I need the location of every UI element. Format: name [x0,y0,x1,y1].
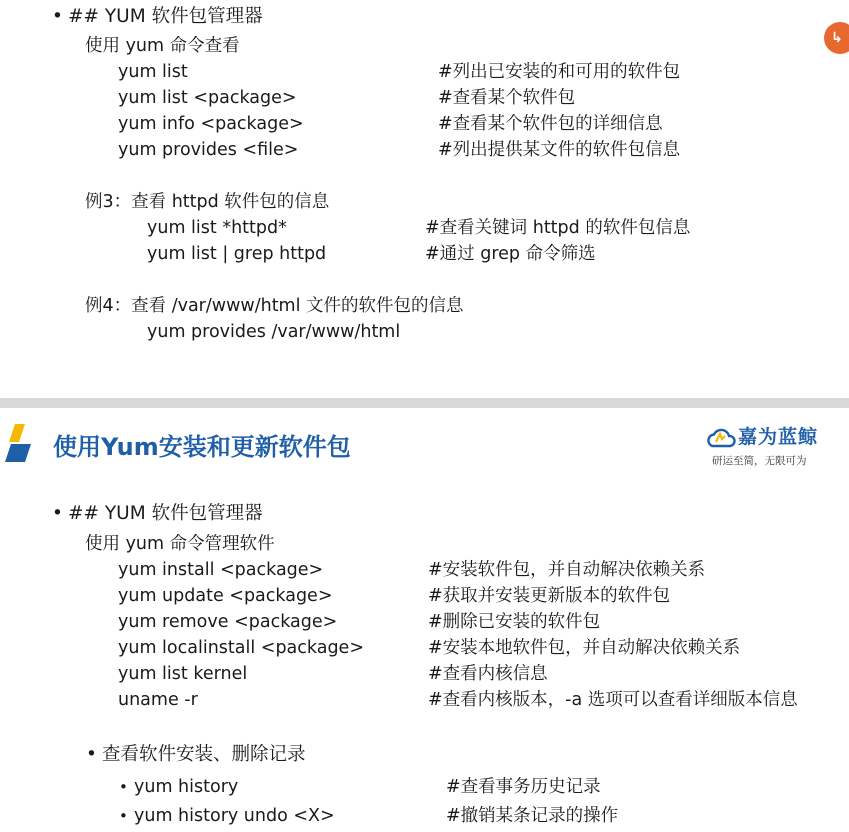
logo-slogan: 研运至简，无限可为 [712,455,807,467]
company-logo [704,424,834,472]
command: • yum history [134,776,238,798]
comment: #通过 grep 命令筛选 [425,244,596,264]
logo-name: 嘉为蓝鲸 [738,426,819,448]
command: yum remove <package> [118,612,338,632]
comment: #查看某个软件包 [438,88,576,108]
slide1-heading: • ## YUM 软件包管理器 [68,5,263,29]
title-accent-icon [5,424,33,462]
comment: #查看某个软件包的详细信息 [438,114,663,134]
slide-divider [0,398,849,408]
history-heading: • 查看软件安装、删除记录 [102,743,306,767]
command: yum localinstall <package> [118,638,364,658]
comment: #删除已安装的软件包 [428,612,601,632]
comment: #查看内核版本，-a 选项可以查看详细版本信息 [428,690,798,710]
example4-title: 例4：查看 /var/www/html 文件的软件包的信息 [85,296,464,316]
comment: #列出已安装的和可用的软件包 [438,62,681,82]
command: yum list *httpd* [147,218,287,238]
comment: #安装软件包，并自动解决依赖关系 [428,560,706,580]
slide2-subheading: 使用 yum 命令管理软件 [85,534,275,554]
command: yum info <package> [118,114,304,134]
slide2-heading: • ## YUM 软件包管理器 [68,502,263,526]
slide2-title: 使用Yum安装和更新软件包 [53,433,351,461]
comment: #安装本地软件包，并自动解决依赖关系 [428,638,741,658]
command: yum install <package> [118,560,324,580]
command: • yum history undo <X> [134,805,335,827]
comment: #撤销某条记录的操作 [446,806,619,826]
example3-title: 例3：查看 httpd 软件包的信息 [85,192,330,212]
command: yum provides /var/www/html [147,322,401,342]
command: yum list kernel [118,664,248,684]
command: yum list <package> [118,88,297,108]
comment: #查看事务历史记录 [446,777,601,797]
command: uname -r [118,690,198,710]
slide1-subheading: 使用 yum 命令查看 [85,36,240,56]
corner-badge-icon[interactable]: ↳ [824,22,849,54]
comment: #查看内核信息 [428,664,548,684]
command: yum list [118,62,188,82]
cloud-logo-icon [704,426,738,450]
comment: #查看关键词 httpd 的软件包信息 [425,218,691,238]
command: yum update <package> [118,586,333,606]
comment: #列出提供某文件的软件包信息 [438,140,681,160]
command: yum provides <file> [118,140,299,160]
command: yum list | grep httpd [147,244,327,264]
comment: #获取并安装更新版本的软件包 [428,586,671,606]
